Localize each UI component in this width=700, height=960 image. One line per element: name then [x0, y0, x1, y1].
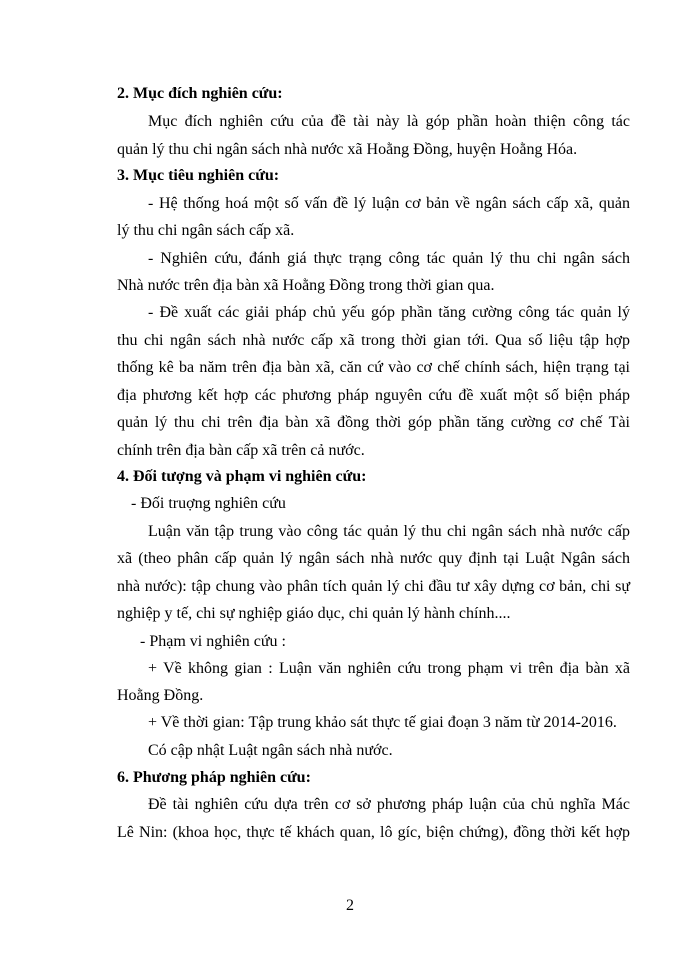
paragraph-line: chính trên địa bàn cấp xã trên cả nước. [117, 442, 365, 459]
paragraph-line: - Nghiên cứu, đánh giá thực trạng công tác quản lý thu chi ngân sách [148, 250, 630, 267]
paragraph-line: - Đối truợng nghiên cứu [131, 495, 286, 512]
paragraph-line: - Phạm vi nghiên cứu : [140, 633, 286, 650]
paragraph-line: quản lý thu chi trên địa bàn xã đồng thời góp phần tăng cường cơ chế Tài [117, 414, 630, 431]
paragraph-line: Có cập nhật Luật ngân sách nhà nước. [148, 742, 393, 759]
paragraph-line: + Về thời gian: Tập trung khảo sát thực tế giai đoạn 3 năm từ 2014-2016. [148, 714, 617, 731]
section-heading-purpose: 2. Mục đích nghiên cứu: [117, 85, 283, 102]
paragraph-line: địa phương kết hợp các phương pháp nguyên cứu đề xuất một số biện pháp [117, 387, 630, 404]
paragraph-line: lý thu chi ngân sách cấp xã. [117, 222, 295, 239]
paragraph-line: Hoằng Đồng. [117, 687, 204, 704]
paragraph-line: thống kê ba năm trên địa bàn xã, căn cứ vào cơ chế chính sách, hiện trạng tại [117, 359, 630, 376]
section-heading-objectives: 3. Mục tiêu nghiên cứu: [117, 167, 280, 184]
paragraph-line: Mục đích nghiên cứu của đề tài này là góp phần hoàn thiện công tác [148, 113, 630, 130]
paragraph-line: nhà nước): tập chung vào phân tích quản lý chi đầu tư xây dựng cơ bản, chi sự [117, 578, 630, 595]
paragraph-line: Đề tài nghiên cứu dựa trên cơ sở phương pháp luận của chủ nghĩa Mác [148, 796, 630, 813]
section-heading-methodology: 6. Phương pháp nghiên cứu: [117, 769, 311, 786]
paragraph-line: quản lý thu chi ngân sách nhà nước xã Hoằng Đồng, huyện Hoằng Hóa. [117, 141, 578, 158]
paragraph-line: - Đề xuất các giải pháp chủ yếu góp phần tăng cường công tác quản lý [148, 304, 630, 321]
paragraph-line: Nhà nước trên địa bàn xã Hoằng Đồng trong thời gian qua. [117, 277, 495, 294]
paragraph-line: thu chi ngân sách nhà nước cấp xã trong thời gian tới. Qua số liệu tập hợp [117, 332, 630, 349]
paragraph-line: Lê Nin: (khoa học, thực tế khách quan, lô gíc, biện chứng), đồng thời kết hợp [117, 824, 630, 841]
paragraph-line: Luận văn tập trung vào công tác quản lý thu chi ngân sách nhà nước cấp [148, 523, 630, 540]
page-number: 2 [346, 897, 354, 914]
paragraph-line: - Hệ thống hoá một số vấn đề lý luận cơ bản về ngân sách cấp xã, quản [148, 195, 630, 212]
paragraph-line: + Về không gian : Luận văn nghiên cứu trong phạm vi trên địa bàn xã [148, 660, 630, 677]
paragraph-line: xã (theo phân cấp quản lý ngân sách nhà nước quy định tại Luật Ngân sách [117, 550, 630, 567]
paragraph-line: nghiệp y tế, chi sự nghiệp giáo dục, chi quản lý hành chính.... [117, 605, 511, 622]
section-heading-scope: 4. Đối tượng và phạm vi nghiên cứu: [117, 468, 367, 485]
